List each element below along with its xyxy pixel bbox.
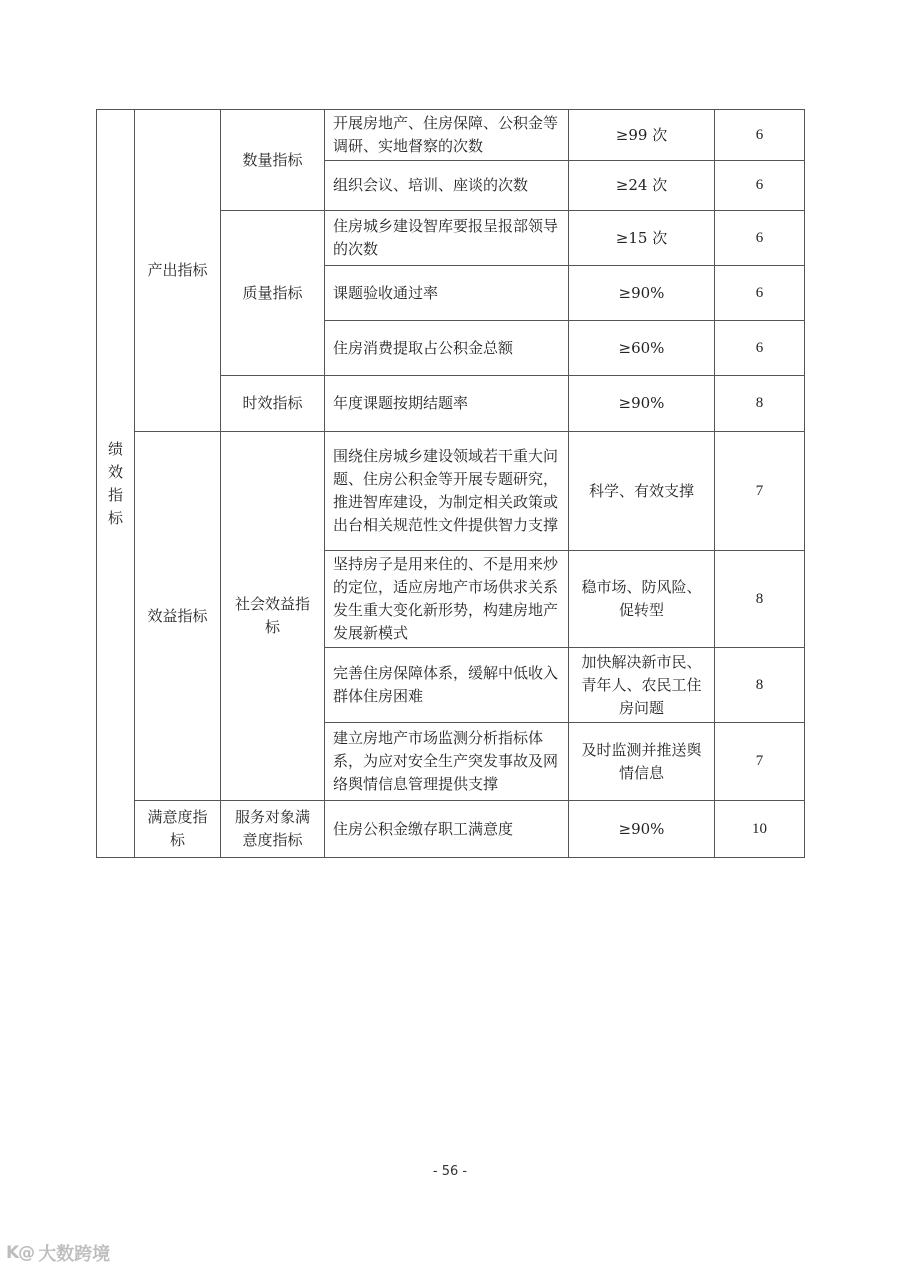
sub-quantity: 数量指标	[221, 110, 325, 211]
row-score: 7	[715, 723, 805, 801]
row-desc: 课题验收通过率	[325, 266, 569, 321]
row-target: 及时监测并推送舆情信息	[569, 723, 715, 801]
row-desc: 坚持房子是用来住的、不是用来炒的定位，适应房地产市场供求关系发生重大变化新形势，构建房地产发展新模式	[325, 551, 569, 648]
row-desc: 住房公积金缴存职工满意度	[325, 801, 569, 858]
row-score: 6	[715, 211, 805, 266]
level1-label	[105, 438, 126, 530]
row-score: 6	[715, 161, 805, 211]
row-desc: 年度课题按期结题率	[325, 376, 569, 432]
row-target: ≥15 次	[569, 211, 715, 266]
row-score: 7	[715, 432, 805, 551]
group-output: 产出指标	[135, 110, 221, 432]
sub-social: 社会效益指标	[221, 432, 325, 801]
row-target: ≥99 次	[569, 110, 715, 161]
level1-char: 标	[107, 508, 123, 527]
watermark	[6, 1240, 110, 1266]
sub-service: 服务对象满意度指标	[221, 801, 325, 858]
row-target: ≥90%	[569, 801, 715, 858]
performance-indicator-table	[96, 109, 805, 858]
level1-char: 绩	[107, 439, 123, 458]
row-desc: 围绕住房城乡建设领域若干重大问题、住房公积金等开展专题研究，推进智库建设，为制定相关政策或出台相关规范性文件提供智力支撑	[325, 432, 569, 551]
row-score: 6	[715, 110, 805, 161]
row-target: 加快解决新市民、青年人、农民工住房问题	[569, 648, 715, 723]
watermark-text: 大数跨境	[38, 1244, 111, 1265]
row-score: 10	[715, 801, 805, 858]
level1-char: 效	[107, 462, 123, 481]
row-score: 6	[715, 266, 805, 321]
row-target: ≥60%	[569, 321, 715, 376]
row-score: 8	[715, 551, 805, 648]
row-score: 6	[715, 321, 805, 376]
row-score: 8	[715, 648, 805, 723]
watermark-logo-icon: K@	[6, 1243, 35, 1263]
row-target: ≥90%	[569, 376, 715, 432]
row-desc: 建立房地产市场监测分析指标体系，为应对安全生产突发事故及网络舆情信息管理提供支撑	[325, 723, 569, 801]
row-target: 科学、有效支撑	[569, 432, 715, 551]
sub-quality: 质量指标	[221, 211, 325, 376]
row-target: 稳市场、防风险、促转型	[569, 551, 715, 648]
sub-timeliness: 时效指标	[221, 376, 325, 432]
level1-cell	[97, 110, 135, 858]
level1-char: 指	[107, 485, 123, 504]
group-satisfaction: 满意度指标	[135, 801, 221, 858]
row-target: ≥24 次	[569, 161, 715, 211]
page-number: - 56 -	[432, 1164, 468, 1179]
row-desc: 组织会议、培训、座谈的次数	[325, 161, 569, 211]
row-desc: 开展房地产、住房保障、公积金等调研、实地督察的次数	[325, 110, 569, 161]
row-desc: 住房城乡建设智库要报呈报部领导的次数	[325, 211, 569, 266]
row-desc: 完善住房保障体系，缓解中低收入群体住房困难	[325, 648, 569, 723]
group-benefit: 效益指标	[135, 432, 221, 801]
row-score: 8	[715, 376, 805, 432]
row-target: ≥90%	[569, 266, 715, 321]
row-desc: 住房消费提取占公积金总额	[325, 321, 569, 376]
